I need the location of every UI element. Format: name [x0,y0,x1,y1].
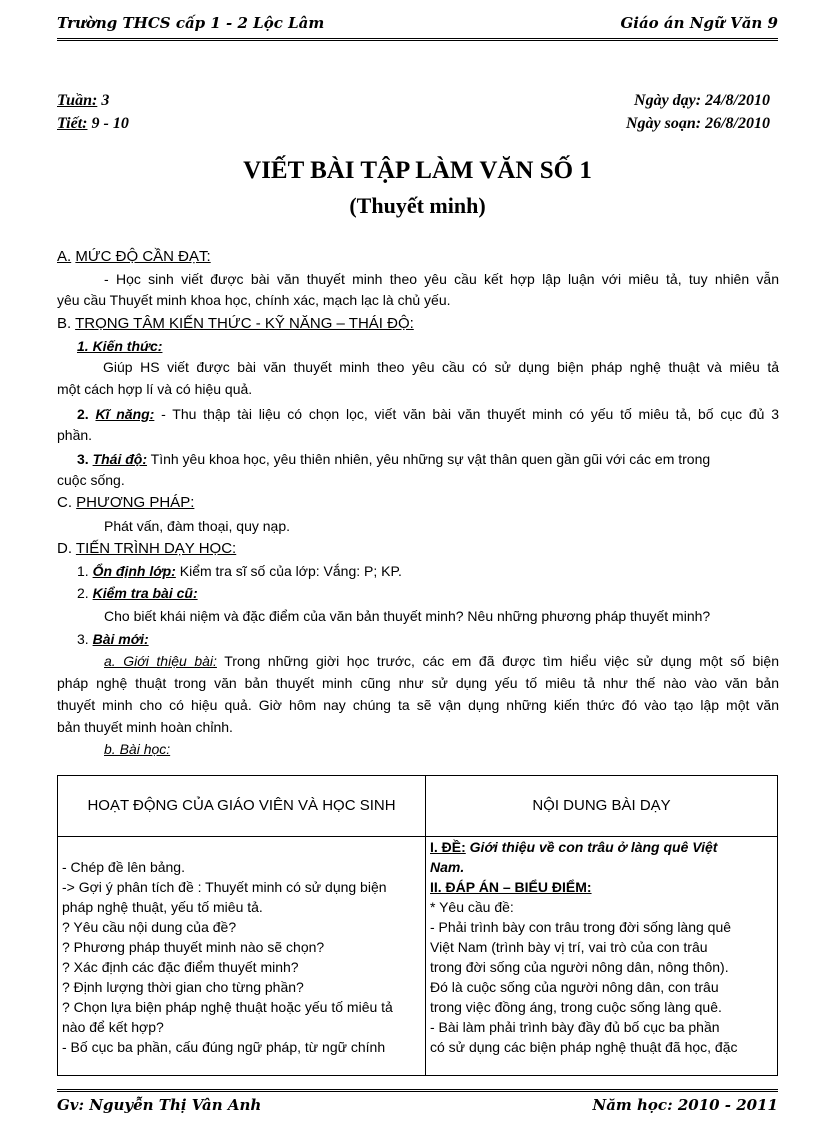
activity-line: ? Chọn lựa biện pháp nghệ thuật hoặc yếu tố miêu tả [62,999,393,1015]
teach-date-value: 24/8/2010 [705,92,770,109]
content-line: - Phải trình bày con trâu trong đời sống làng quê [430,919,732,935]
b-item-3-num: 3. [77,451,89,467]
section-a-line-1: - Học sinh viết được bài văn thuyết minh theo yêu cầu kết hợp lập luận với miêu tả, tuy nhiên vẫn [104,271,779,287]
b-item-1-heading [57,336,799,356]
footer-school-year: Năm học: 2010 - 2011 [592,1096,778,1114]
lesson-label: b. Bài học: [104,741,171,757]
d-item-2-label: Kiểm tra bài cũ: [92,585,198,601]
section-a-title: MỨC ĐỘ CẦN ĐẠT: [75,248,211,265]
activities-content [62,837,421,1075]
header-school: Trường THCS cấp 1 - 2 Lộc Lâm [57,14,325,32]
b-item-3-line-1 [57,449,799,469]
page-subtitle: (Thuyết minh) [349,193,486,218]
d-item-2-heading [57,583,799,603]
activity-line: nào để kết hợp? [62,1019,164,1035]
page-header [57,12,778,41]
d-item-1-text: Kiểm tra sĩ số của lớp: Vắng: P; KP. [175,563,402,579]
intro-label: a. Giới thiệu bài: [104,653,217,669]
content-line: * Yêu cầu đề: [430,899,514,915]
activity-line: ? Định lượng thời gian cho từng phần? [62,979,304,995]
prep-date-label: Ngày soạn: [626,115,702,132]
answer-heading [430,877,773,897]
exam-topic-label: I. ĐỀ: [430,839,466,855]
week-info [57,92,109,110]
b-item-2-line-1 [57,404,779,424]
section-c-line-1: Phát vấn, đàm thoại, quy nạp. [104,518,291,534]
teach-date-info [634,92,770,110]
period-value: 9 - 10 [91,115,129,132]
section-d-title: TIẾN TRÌNH DẠY HỌC: [75,540,237,557]
answer-title: II. ĐÁP ÁN – BIỂU ĐIỂM: [430,879,592,895]
section-d-prefix: D. [57,540,72,557]
activity-line: ? Phương pháp thuyết minh nào sẽ chọn? [62,939,325,955]
lesson-heading [57,739,816,759]
content-line: có sử dụng các biện pháp nghệ thuật đã học, đặc [430,1039,738,1055]
page-title: VIẾT BÀI TẬP LÀM VĂN SỐ 1 [243,157,592,184]
d-item-2-text: Cho biết khái niệm và đặc điểm của văn bản thuyết minh? Nêu những phương pháp thuyết minh? [104,608,711,624]
section-b-title: TRỌNG TÂM KIẾN THỨC - KỸ NĂNG – THÁI ĐỘ: [75,315,414,332]
week-label: Tuần: [57,92,98,109]
d-item-3-label: Bài mới: [92,631,149,647]
b-item-2-num: 2. [77,406,89,422]
intro-line-2: pháp nghệ thuật trong văn bản thuyết minh cũng như sử dụng yếu tố miêu tả như thế nào vào văn bản [57,675,779,691]
section-b-heading [57,314,779,334]
section-b-prefix: B. [57,315,72,332]
intro-line-3: thuyết minh cho có hiệu quả. Giờ hôm nay chúng ta sẽ vận dụng những kiến thức đó vào tạo lập một văn [57,697,779,713]
prep-date-value: 26/8/2010 [705,115,770,132]
activity-line: pháp nghệ thuật, yếu tố miêu tả. [62,899,263,915]
content-line: Việt Nam (trình bày vị trí, vai trò của con trâu [430,939,708,955]
b-item-1-line-1: Giúp HS viết được bài văn thuyết minh theo yêu cầu có sử dụng biện pháp nghệ thuật và miêu tả [103,359,779,375]
activity-line: ? Xác định các đặc điểm thuyết minh? [62,959,299,975]
content-cell [426,837,778,1076]
section-c-heading [57,493,779,513]
exam-topic-text: Giới thiệu về con trâu ở làng quê Việt [465,839,718,855]
activity-line: - Bố cục ba phần, cấu đúng ngữ pháp, từ ngữ chính [62,1039,386,1055]
section-c-prefix: C. [57,494,72,511]
section-a-heading [57,247,779,267]
activity-line [62,837,421,857]
intro-line-1 [57,651,779,671]
b-item-2-line-2: phần. [57,427,93,443]
table-header-row [58,776,778,837]
section-a-line-2: yêu cầu Thuyết minh khoa học, chính xác, mạch lạc là chủ yếu. [57,292,451,308]
intro-line-4: bản thuyết minh hoàn chỉnh. [57,719,233,735]
content-line: trong đời sống của người nông dân, nông thôn). [430,959,729,975]
content-line: - Bài làm phải trình bày đầy đủ bố cục ba phần [430,1019,720,1035]
exam-topic-line-2: Nam. [430,859,465,875]
teach-date-label: Ngày dạy: [634,92,702,109]
b-item-1-label: 1. Kiến thức: [77,338,163,354]
b-item-3-text: Tình yêu khoa học, yêu thiên nhiên, yêu những sự vật thân quen gần gũi với các em trong [147,451,711,467]
b-item-2-label: Kĩ năng: [95,406,155,422]
lesson-table [57,775,778,1076]
exam-topic-line-1 [430,837,773,857]
table-header-content: NỘI DUNG BÀI DẠY [426,776,778,837]
d-item-1-label: Ổn định lớp: [92,563,176,579]
b-item-3-label: Thái độ: [92,451,148,467]
d-item-2-num: 2. [77,585,89,601]
prep-date-info [626,115,770,133]
d-item-1 [57,561,799,581]
week-value: 3 [101,92,110,109]
d-item-1-num: 1. [77,563,89,579]
intro-text-1: Trong những giời học trước, các em đã được tìm hiểu việc sử dụng một số biện [216,653,779,669]
d-item-3-heading [57,629,799,649]
lesson-content [430,837,773,1075]
activity-line: ? Yêu cầu nội dung của đề? [62,919,237,935]
header-subject: Giáo án Ngữ Văn 9 [620,14,778,32]
period-label: Tiết: [57,115,88,132]
content-line: trong việc đồng áng, trong cuộc sống làng quê. [430,999,722,1015]
b-item-2-text: - Thu thập tài liệu có chọn lọc, viết văn bài văn thuyết minh có yếu tố miêu tả, bố cục đủ 3 [154,406,780,422]
footer-teacher: Gv: Nguyễn Thị Vân Anh [57,1096,262,1114]
section-d-heading [57,539,779,559]
d-item-3-num: 3. [77,631,89,647]
b-item-3-line-2: cuộc sống. [57,472,125,488]
page-footer [57,1089,778,1116]
section-a-prefix: A. [57,248,72,265]
section-c-title: PHƯƠNG PHÁP: [76,494,195,511]
period-info [57,115,129,133]
content-line: Đó là cuộc sống của người nông dân, con trâu [430,979,719,995]
activity-line: - Chép đề lên bảng. [62,859,185,875]
table-body-row [58,837,778,1076]
table-header-activities: HOẠT ĐỘNG CỦA GIÁO VIÊN VÀ HỌC SINH [58,776,426,837]
activities-cell [58,837,426,1076]
b-item-1-line-2: một cách hợp lí và có hiệu quả. [57,381,253,397]
activity-line: -> Gợi ý phân tích đề : Thuyết minh có sử dụng biện [62,879,387,895]
